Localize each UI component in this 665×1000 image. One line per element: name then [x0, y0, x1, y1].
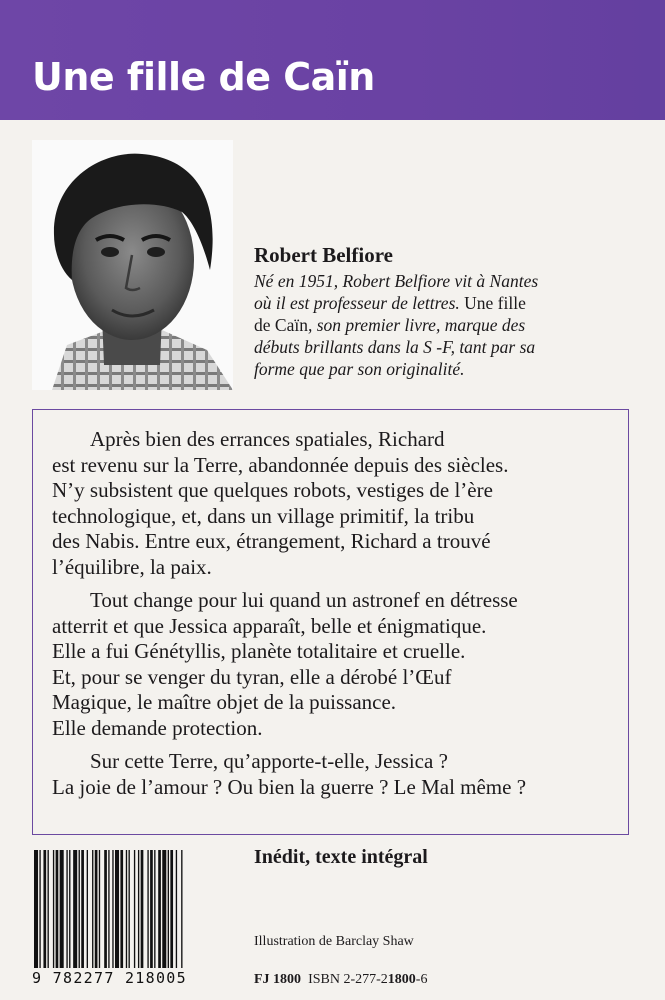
isbn-line: [254, 972, 427, 988]
barcode-bar: [81, 850, 84, 968]
barcode-bar: [170, 850, 173, 968]
barcode-bar: [95, 850, 98, 968]
barcode-bar: [73, 850, 77, 968]
barcode-bar: [158, 850, 161, 968]
blurb-line: Sur cette Terre, qu’apporte-t-elle, Jessica ?: [90, 749, 448, 773]
barcode-bar: [48, 850, 49, 968]
bio-text-run: Une fille: [459, 293, 526, 314]
bio-line: [254, 314, 644, 336]
barcode-bar: [126, 850, 127, 968]
barcode-bar: [104, 850, 107, 968]
blurb-line: La joie de l’amour ? Ou bien la guerre ? Le Mal même ?: [52, 774, 527, 799]
barcode-bar: [43, 850, 46, 968]
book-blurb: [52, 427, 632, 808]
blurb-paragraph: [52, 588, 632, 741]
blurb-line: Elle demande protection.: [52, 715, 263, 740]
bio-text-run: de Caïn: [254, 315, 308, 336]
barcode-bar: [53, 850, 54, 968]
barcode-bar: [176, 850, 177, 968]
barcode-bar: [138, 850, 139, 968]
barcode-bar: [150, 850, 153, 968]
blurb-line: est revenu sur la Terre, abandonnée depuis des siècles.: [52, 452, 509, 477]
barcode-bar: [154, 850, 155, 968]
barcode-bar: [147, 850, 148, 968]
barcode-bar: [120, 850, 123, 968]
isbn-suffix: -6: [415, 972, 428, 987]
author-section: [254, 243, 644, 380]
bio-text-run: où il est professeur de lettres.: [254, 293, 460, 314]
bio-line: [254, 270, 644, 292]
barcode-bar: [39, 850, 40, 968]
isbn-number: 1800: [387, 972, 416, 987]
barcode-bar: [141, 850, 144, 968]
barcode-bar: [129, 850, 130, 968]
bio-text-run: débuts brillants dans la S -F, tant par sa: [254, 337, 536, 358]
blurb-paragraph: [52, 427, 632, 580]
edition-note: Inédit, texte intégral: [254, 846, 428, 868]
series-code: FJ 1800: [254, 972, 302, 987]
barcode-bar: [34, 850, 38, 968]
blurb-line: l’équilibre, la paix.: [52, 554, 212, 579]
bio-line: [254, 292, 644, 314]
blurb-line: Et, pour se venger du tyran, elle a dérobé l’Œuf: [52, 664, 452, 689]
bio-text-run: Né en 1951, Robert Belfiore vit à Nantes: [254, 271, 539, 292]
illustration-credit: Illustration de Barclay Shaw: [254, 934, 414, 949]
barcode-bar: [115, 850, 119, 968]
barcode-bar: [92, 850, 93, 968]
isbn-prefix: ISBN 2-277-2: [308, 972, 388, 987]
author-portrait-image: [32, 140, 233, 390]
barcode-bar: [134, 850, 135, 968]
author-photo: [32, 140, 233, 390]
book-title: Une fille de Caïn: [32, 55, 375, 99]
barcode-bar: [162, 850, 166, 968]
barcode-bar: [79, 850, 80, 968]
bio-text-run: , son premier livre, marque des: [307, 315, 526, 336]
barcode-bar: [66, 850, 67, 968]
author-name: Robert Belfiore: [254, 243, 393, 267]
blurb-line: technologique, et, dans un village primitif, la tribu: [52, 503, 475, 528]
blurb-line: des Nabis. Entre eux, étrangement, Richard a trouvé: [52, 529, 491, 553]
barcode-bars: [32, 850, 233, 968]
barcode-digits: 9 782277 218005: [32, 968, 233, 988]
barcode-bar: [108, 850, 109, 968]
barcode-bar: [181, 850, 182, 968]
bio-text-run: forme que par son originalité.: [254, 359, 465, 380]
barcode-bar: [112, 850, 113, 968]
barcode: [32, 850, 233, 985]
blurb-line: Magique, le maître objet de la puissance.: [52, 690, 397, 714]
barcode-bar: [69, 850, 70, 968]
bio-line: [254, 336, 644, 358]
blurb-line: N’y subsistent que quelques robots, vestiges de l’ère: [52, 478, 493, 502]
barcode-bar: [60, 850, 64, 968]
blurb-line: atterrit et que Jessica apparaît, belle et énigmatique.: [52, 613, 487, 638]
barcode-bar: [99, 850, 100, 968]
blurb-line: Après bien des errances spatiales, Richard: [90, 427, 445, 451]
blurb-line: Elle a fui Génétyllis, planète totalitaire et cruelle.: [52, 639, 466, 663]
author-bio: [254, 270, 644, 380]
barcode-bar: [168, 850, 169, 968]
blurb-paragraph: [52, 749, 632, 800]
blurb-line: Tout change pour lui quand un astronef en détresse: [90, 588, 518, 612]
barcode-bar: [87, 850, 88, 968]
bio-line: [254, 358, 644, 380]
barcode-bar: [56, 850, 59, 968]
